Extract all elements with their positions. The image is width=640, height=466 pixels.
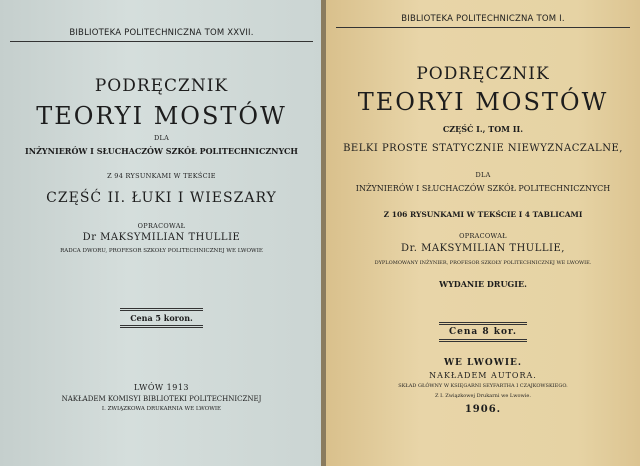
audience-line: INŻYNIERÓW I SŁUCHACZÓW SZKÓŁ POLITECHNICZNYCH [355, 184, 611, 193]
part-line: CZĘŚĆ I., TOM II. [442, 124, 524, 134]
part-title: CZĘŚĆ II. ŁUKI I WIESZARY [46, 190, 277, 206]
price-label: Cena 8 kor. [439, 322, 527, 342]
series-header: BIBLIOTEKA POLITECHNICZNA TOM I. [336, 14, 630, 28]
dla-label: DLA [153, 134, 170, 142]
compiled-label: OPRACOWAŁ [137, 222, 186, 230]
title-line-1: PODRĘCZNIK [416, 64, 550, 84]
city-line: WE LWOWIE. [443, 358, 523, 368]
edition-line: WYDANIE DRUGIE. [439, 279, 527, 289]
city-year: LWÓW 1913 [133, 383, 190, 392]
price-box [326, 319, 640, 342]
author-name: Dr MAKSYMILIAN THULLIE [82, 232, 241, 243]
printer-line: I. ZWIĄZKOWA DRUKARNIA WE LWOWIE [101, 406, 222, 412]
right-book-cover [326, 0, 640, 466]
compiled-label: OPRACOWAŁ [459, 232, 507, 240]
price-box [0, 306, 323, 328]
subtitle-line: BELKI PROSTE STATYCZNIE NIEWYZNACZALNE, [343, 143, 623, 154]
price-label: Cena 5 koron. [120, 308, 203, 328]
publisher-line: NAKŁADEM KOMISYI BIBLIOTEKI POLITECHNICZNEJ [61, 395, 262, 403]
audience-line: INŻYNIERÓW I SŁUCHACZÓW SZKÓŁ POLITECHNICZNYCH [25, 146, 298, 156]
publisher-line: NAKŁADEM AUTORA. [429, 371, 537, 380]
title-line-2: TEORYI MOSTÓW [36, 102, 287, 130]
dla-label: DLA [475, 171, 491, 179]
series-header: BIBLIOTEKA POLITECHNICZNA TOM XXVII. [10, 28, 313, 42]
title-line-2: TEORYI MOSTÓW [357, 88, 609, 116]
title-line-1: PODRĘCZNIK [94, 76, 229, 96]
illustrations-line: Z 106 RYSUNKAMI W TEKŚCIE I 4 TABLICAMI [383, 210, 583, 219]
illustrations-line: Z 94 RYSUNKAMI W TEKŚCIE [107, 172, 216, 180]
author-name: Dr. MAKSYMILIAN THULLIE, [401, 243, 565, 254]
depot-line: SKŁAD GŁÓWNY W KSIĘGARNI SEYFARTHA I CZAJKOWSKIEGO. [398, 383, 568, 389]
year-line: 1906. [464, 404, 502, 415]
author-title: RADCA DWORU, PROFESOR SZKOŁY POLITECHNICZNEJ WE LWOWIE [60, 248, 263, 254]
printer-line: Z I. Związkowej Drukarni we Lwowie. [435, 393, 531, 399]
author-title: DYPLOMOWANY INŻYNIER, PROFESOR SZKOŁY POLITECHNICZNEJ WE LWOWIE. [374, 260, 592, 266]
